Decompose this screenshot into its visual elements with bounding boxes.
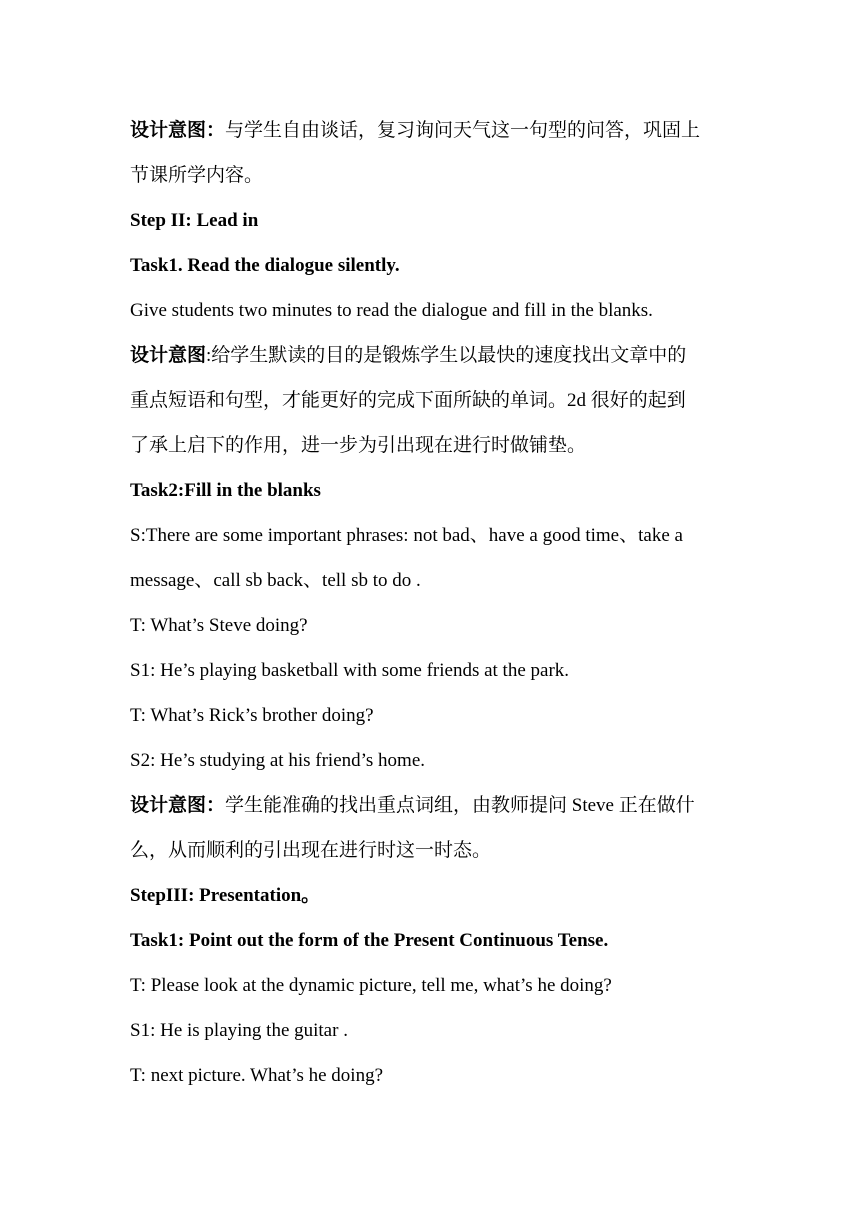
dialogue-line: T: What’s Rick’s brother doing? [130, 705, 374, 726]
dialogue-line: S1: He is playing the guitar . [130, 1020, 348, 1041]
paragraph-text-line: 了承上启下的作用，进一步为引出现在进行时做铺垫。 [130, 435, 587, 456]
dialogue-line: S2: He’s studying at his friend’s home. [130, 750, 426, 771]
task-heading: Task1. Read the dialogue silently. [130, 255, 400, 276]
dialogue-line: T: next picture. What’s he doing? [130, 1065, 384, 1086]
design-intent-label: 设计意图： [130, 120, 226, 141]
dialogue-line: T: What’s Steve doing? [130, 615, 308, 636]
paragraph-text-line: 么，从而顺利的引出现在进行时这一时态。 [130, 840, 492, 861]
step-heading: StepIII: Presentation。 [130, 885, 321, 906]
step-heading: Step II: Lead in [130, 210, 259, 231]
paragraph-text: :给学生默读的目的是锻炼学生以最快的速度找出文章中的 [206, 345, 687, 366]
design-intent-label: 设计意图 [130, 345, 207, 366]
paragraph-text-line: 重点短语和句型，才能更好的完成下面所缺的单词。2d 很好的起到 [130, 390, 686, 411]
dialogue-line: S1: He’s playing basketball with some friends at the park. [130, 660, 570, 681]
dialogue-line: T: Please look at the dynamic picture, tell me, what’s he doing? [130, 975, 612, 996]
design-intent-paragraph-3 [130, 783, 734, 828]
paragraph-text: 与学生自由谈话，复习询问天气这一句型的问答，巩固上 [225, 120, 701, 141]
design-intent-paragraph-1 [130, 108, 734, 153]
document-page [130, 108, 734, 1098]
instruction-text: Give students two minutes to read the dialogue and fill in the blanks. [130, 300, 653, 321]
design-intent-paragraph-2 [130, 333, 734, 378]
paragraph-text-line: 节课所学内容。 [130, 165, 264, 186]
paragraph-text: 学生能准确的找出重点词组，由教师提问 Steve 正在做什 [225, 795, 695, 816]
dialogue-line: message、call sb back、tell sb to do . [130, 570, 421, 591]
dialogue-line: S:There are some important phrases: not bad、have a good time、take a [130, 525, 683, 546]
task-heading: Task2:Fill in the blanks [130, 480, 321, 501]
design-intent-label: 设计意图： [130, 795, 226, 816]
task-heading: Task1: Point out the form of the Present Continuous Tense. [130, 930, 609, 951]
